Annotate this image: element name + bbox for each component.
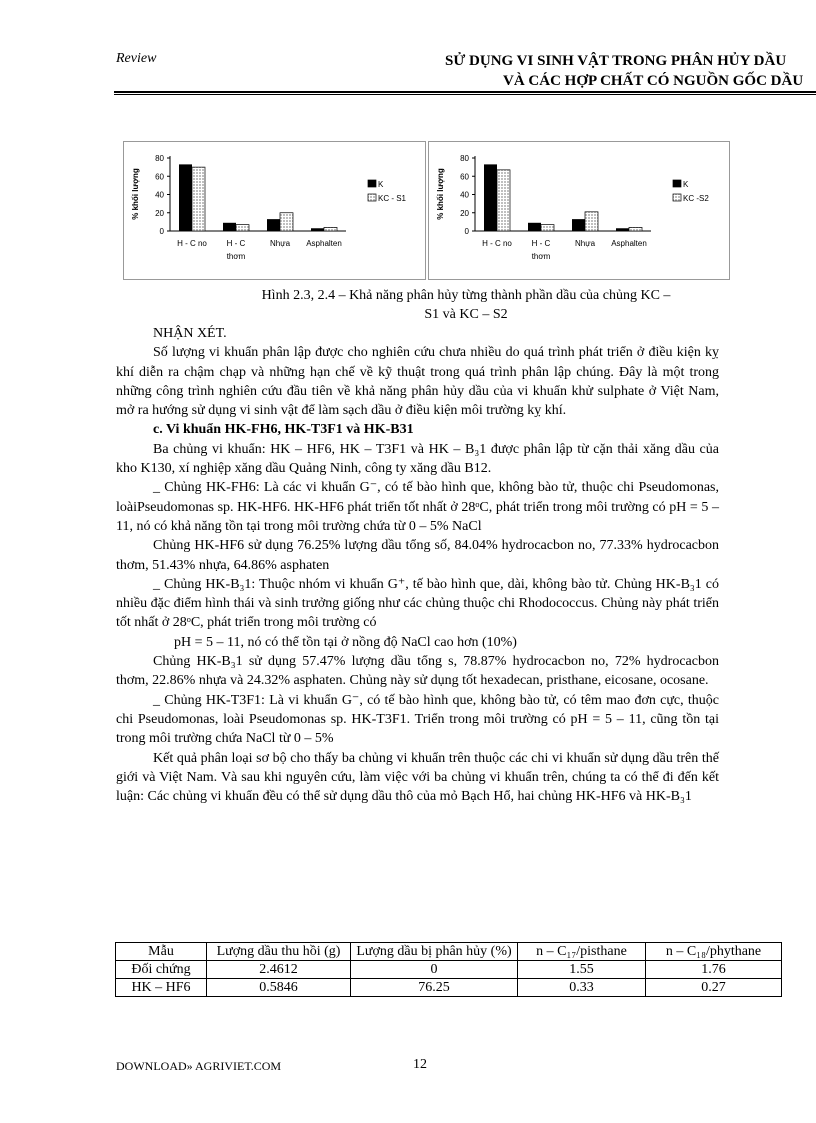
y-tick-label: 40: [155, 190, 164, 200]
table-header-cell: Lượng dầu bị phân hủy (%): [351, 943, 518, 961]
paragraph-3: _ Chủng HK-FH6: Là các vi khuẩn G⁻, có tế bào hình que, không bào tử, thuộc chi Pseudomonas, loàiPseudomonas sp. HK-HF6. HK-HF6 phát triển tốt nhất ở 28ᵒC, phát triển trong môi trường có pH = 5 – 11, nó có khả năng tồn tại trong môi trường chứa từ 0 – 5% NaCl: [116, 480, 719, 534]
header-rule-thin: [114, 94, 816, 95]
table-cell: 76.25: [351, 979, 518, 997]
paragraph-2: Ba chủng vi khuẩn: HK – HF6, HK – T3F1 và HK – B₃1 được phân lập từ cặn thải xăng dầu của kho K130, xí nghiệp xăng dầu Quảng Ninh, công ty xăng dầu B12.: [116, 441, 719, 477]
legend-label: K: [378, 180, 384, 189]
header-left: Review: [116, 51, 157, 66]
y-tick-label: 20: [460, 208, 469, 218]
bar-kc-s1: [192, 167, 205, 231]
header-title-line2: VÀ CÁC HỢP CHẤT CÓ NGUỒN GỐC DẦU: [503, 73, 804, 89]
paragraph-4: Chủng HK-HF6 sử dụng 76.25% lượng dầu tổng số, 84.04% hydrocacbon no, 77.33% hydrocacbon thơm, 51.43% nhựa, 64.86% asphaten: [116, 538, 719, 573]
bar-k: [267, 219, 280, 231]
table-cell: 0.27: [646, 979, 782, 997]
table-cell: 1.76: [646, 961, 782, 979]
table-cell: 0: [351, 961, 518, 979]
table-row: [116, 979, 782, 997]
y-tick-label: 60: [155, 172, 164, 182]
bar-kc-s1: [280, 213, 293, 231]
footer-source: DOWNLOAD» AGRIVIET.COM: [116, 1059, 282, 1073]
header-title-line1: SỬ DỤNG VI SINH VẬT TRONG PHÂN HỦY DẦU: [445, 53, 787, 69]
bar-k: [484, 164, 497, 231]
table-row: [116, 961, 782, 979]
bar-k: [223, 223, 236, 231]
table-cell: 2.4612: [207, 961, 351, 979]
x-tick-label: H - C no: [482, 239, 512, 248]
header-title: [445, 51, 816, 91]
paragraph-8: Kết quả phân loại sơ bộ cho thấy ba chủng vi khuẩn trên thuộc các chi vi khuẩn sử dụng dầu trên thế giới và Việt Nam. Và sau khi nguyên cứu, làm việc với ba chủng vi khuẩn trên, chúng ta có thể đi đến kết luận: Các chủng vi khuẩn đều có thể sử dụng dầu thô của mỏ Bạch Hổ, hai chủng HK-HF6 và HK-B₃1: [116, 750, 719, 805]
table-header-cell: Mẫu: [116, 943, 207, 961]
table-header-cell: n – C₁₇/pisthane: [518, 943, 646, 961]
table-cell: 1.55: [518, 961, 646, 979]
table-cell: HK – HF6: [116, 979, 207, 997]
legend-label: K: [683, 180, 689, 189]
table-cell: 0.5846: [207, 979, 351, 997]
paragraph-5: _ Chủng HK-B₃1: Thuộc nhóm vi khuẩn G⁺, tế bào hình que, dài, không bào tử. Chủng HK-B₃1 có nhiều đặc điểm hình thái và sinh trưởng giống như các chủng thuộc chi Rhodococcus. Chủng này phát triển tốt nhất ở 28ᵒC, phát triển trong môi trường có: [116, 576, 719, 631]
paragraph-7: _ Chủng HK-T3F1: Là vi khuẩn G⁻, có tế bào hình que, không bào tử, có têm mao đơn cực, thuộc chi Pseudomonas, loài Pseudomonas sp. HK-T3F1. Triển trong môi trường có pH = 5 – 11, cũng tồn tại trong môi trường chứa NaCl từ 0 – 5%: [116, 692, 719, 747]
y-tick-label: 0: [464, 227, 469, 236]
caption-line1: Hình 2.3, 2.4 – Khả năng phân hủy từng thành phần dầu của chủng KC –: [261, 288, 671, 303]
x-tick-label: H - C no: [177, 239, 207, 248]
y-tick-label: 80: [460, 154, 469, 163]
results-table: [115, 942, 782, 997]
paragraph-6: Chủng HK-B₃1 sử dụng 57.47% lượng dầu tổng s, 78.87% hydrocacbon no, 72% hydrocacbon thơm, 22.86% nhựa và 24.32% asphaten. Chủng này sử dụng tốt hexadecan, pristhane, eicosane, ocosane.: [116, 654, 719, 689]
legend-label: KC -S2: [683, 194, 709, 203]
bar-kc-s2: [585, 212, 598, 231]
legend-swatch: [673, 194, 681, 201]
body-text: [116, 324, 719, 806]
y-tick-label: 20: [155, 208, 164, 218]
paragraph-1: Số lượng vi khuẩn phân lập được cho nghiên cứu chưa nhiều do quá trình phát triển ở điều kiện kỵ khí diễn ra chậm chạp và những hạn chế về kỹ thuật trong quá trình phân lập chúng. Đây là một trong những công trình nghiên cứu đầu tiên về khả năng phân hủy dầu của vi khuẩn khử sulphate ở Việt Nam, mở ra hướng sử dụng vi sinh vật để làm sạch dầu ở điều kiện môi trường kỵ khí.: [116, 345, 719, 419]
bar-kc-s2: [541, 225, 554, 231]
chart-box-2: [428, 141, 730, 280]
legend-swatch: [368, 194, 376, 201]
figure-caption: [116, 286, 816, 324]
bar-k: [616, 228, 629, 231]
section-heading-c: c. Vi khuẩn HK-FH6, HK-T3F1 và HK-B31: [153, 422, 414, 438]
bar-k: [311, 228, 324, 231]
table-header-cell: n – C₁₈/phythane: [646, 943, 782, 961]
y-tick-label: 40: [460, 190, 469, 200]
bar-kc-s2: [497, 170, 510, 231]
paragraph-5b: pH = 5 – 11, nó có thể tồn tại ở nồng độ NaCl cao hơn (10%): [174, 634, 517, 650]
x-tick-label: Asphalten: [306, 239, 342, 248]
x-tick-label: thơm: [531, 252, 551, 261]
header-rule: [114, 91, 816, 93]
x-tick-label: Asphalten: [611, 239, 647, 248]
x-tick-label: H - C: [226, 239, 246, 248]
bar-kc-s1: [324, 227, 337, 231]
y-axis-label: % khối lượng: [131, 168, 140, 220]
chart-1: [124, 142, 425, 279]
bar-k: [528, 223, 541, 231]
table-cell: Đối chứng: [116, 961, 207, 979]
chart-box-1: [123, 141, 426, 280]
chart-2: [429, 142, 729, 279]
x-tick-label: Nhựa: [574, 239, 596, 248]
table-header-row: [116, 943, 782, 961]
table-cell: 0.33: [518, 979, 646, 997]
legend-label: KC - S1: [378, 194, 407, 203]
page-number: 12: [413, 1057, 427, 1072]
bar-kc-s2: [629, 227, 642, 231]
y-tick-label: 80: [155, 154, 164, 163]
y-axis-label: % khối lượng: [436, 168, 445, 220]
bar-k: [572, 219, 585, 231]
x-tick-label: thơm: [226, 252, 246, 261]
legend-swatch: [368, 180, 376, 187]
bar-k: [179, 164, 192, 231]
y-tick-label: 0: [159, 227, 164, 236]
bar-kc-s1: [236, 225, 249, 231]
nhan-xet: NHẬN XÉT.: [153, 326, 227, 341]
caption-line2: S1 và KC – S2: [424, 307, 508, 322]
x-tick-label: Nhựa: [269, 239, 291, 248]
legend-swatch: [673, 180, 681, 187]
table-header-cell: Lượng dầu thu hồi (g): [207, 943, 351, 961]
x-tick-label: H - C: [531, 239, 551, 248]
y-tick-label: 60: [460, 172, 469, 182]
